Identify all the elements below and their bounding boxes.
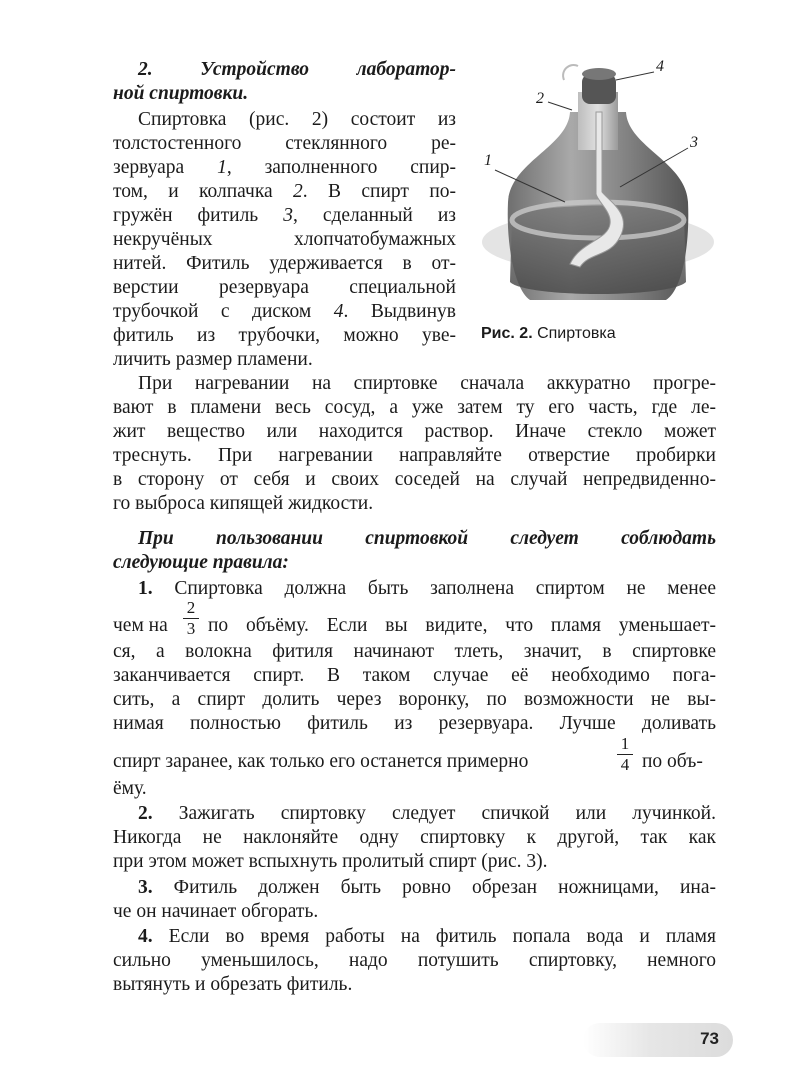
figure-spirit-lamp — [470, 52, 720, 322]
figure-caption: Рис. 2. Спиртовка — [481, 325, 616, 342]
figure-label-1: 1 — [484, 152, 492, 169]
fraction-one-quarter: 1 4 — [616, 734, 634, 775]
fraction-two-thirds: 2 3 — [182, 598, 200, 639]
section-title-cont: ной спиртовки. — [113, 83, 249, 104]
figure-label-2: 2 — [536, 90, 544, 107]
page-number-badge — [583, 1023, 733, 1057]
figure-label-3: 3 — [690, 134, 698, 151]
figure-label-4: 4 — [656, 58, 664, 75]
spirit-lamp-illustration — [470, 52, 720, 322]
section-title: 2. Устройство лаборатор- — [138, 59, 456, 80]
page-number: 73 — [700, 1029, 719, 1048]
